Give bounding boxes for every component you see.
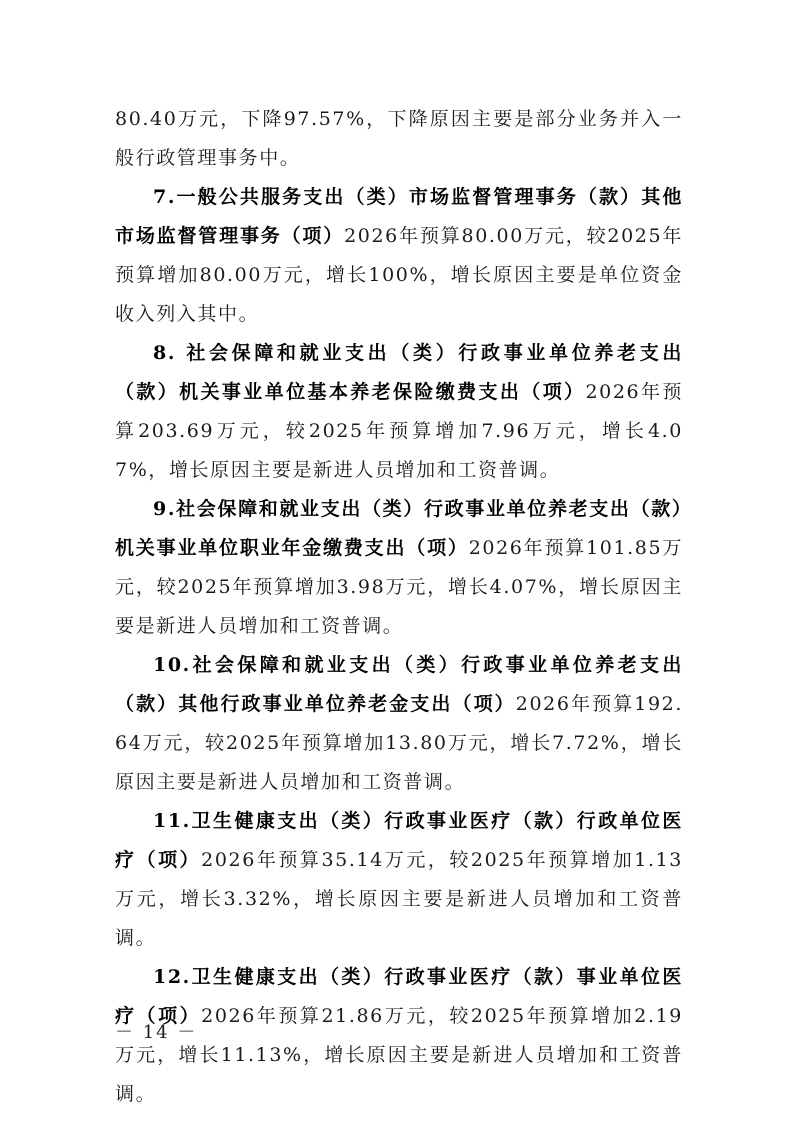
item-heading: 7.一般公共服务支出（类）市场监督管理事务（款）其他市场监督管理事务（项） (115, 186, 683, 247)
paragraph-text: 2026年预算101.85万元，较2025年预算增加3.98万元，增长4.07%，增长原因主要是新进人员增加和工资普调。 (115, 537, 683, 637)
paragraph-text: 2026年预算192.64万元，较2025年预算增加13.80万元，增长7.72%，增长原因主要是新进人员增加和工资普调。 (115, 693, 683, 793)
item-heading: 10.社会保障和就业支出（类）行政事业单位养老支出（款）其他行政事业单位养老金支出（项） (115, 654, 683, 715)
paragraph-item-10 (115, 646, 683, 802)
item-heading: 11.卫生健康支出（类）行政事业医疗（款）行政单位医疗（项） (115, 810, 683, 871)
item-heading: 9.社会保障和就业支出（类）行政事业单位养老支出（款）机关事业单位职业年金缴费支出（项） (115, 498, 683, 559)
paragraph-text: 2026年预算35.14万元，较2025年预算增加1.13万元，增长3.32%，增长原因主要是新进人员增加和工资普调。 (115, 849, 683, 949)
paragraph-item-8 (115, 334, 683, 490)
paragraph-item-9 (115, 490, 683, 646)
paragraph-continuation (115, 100, 683, 178)
paragraph-text: 2026年预算80.00万元，较2025年预算增加80.00万元，增长100%，增长原因主要是单位资金收入列入其中。 (115, 225, 683, 325)
paragraph-text: 2026年预算21.86万元，较2025年预算增加2.19万元，增长11.13%，增长原因主要是新进人员增加和工资普调。 (115, 1005, 683, 1105)
paragraph-item-12 (115, 958, 683, 1114)
item-heading: 12.卫生健康支出（类）行政事业医疗（款）事业单位医疗（项） (115, 966, 683, 1027)
paragraph-text: 2026年预算203.69万元，较2025年预算增加7.96万元，增长4.07%，增长原因主要是新进人员增加和工资普调。 (115, 381, 683, 481)
document-body (115, 100, 683, 1114)
paragraph-item-7 (115, 178, 683, 334)
paragraph-item-11 (115, 802, 683, 958)
paragraph-text: 80.40万元，下降97.57%，下降原因主要是部分业务并入一般行政管理事务中。 (115, 108, 683, 169)
item-heading: 8. 社会保障和就业支出（类）行政事业单位养老支出（款）机关事业单位基本养老保险缴费支出（项） (115, 342, 683, 403)
page-number: － 14 － (115, 1022, 198, 1043)
